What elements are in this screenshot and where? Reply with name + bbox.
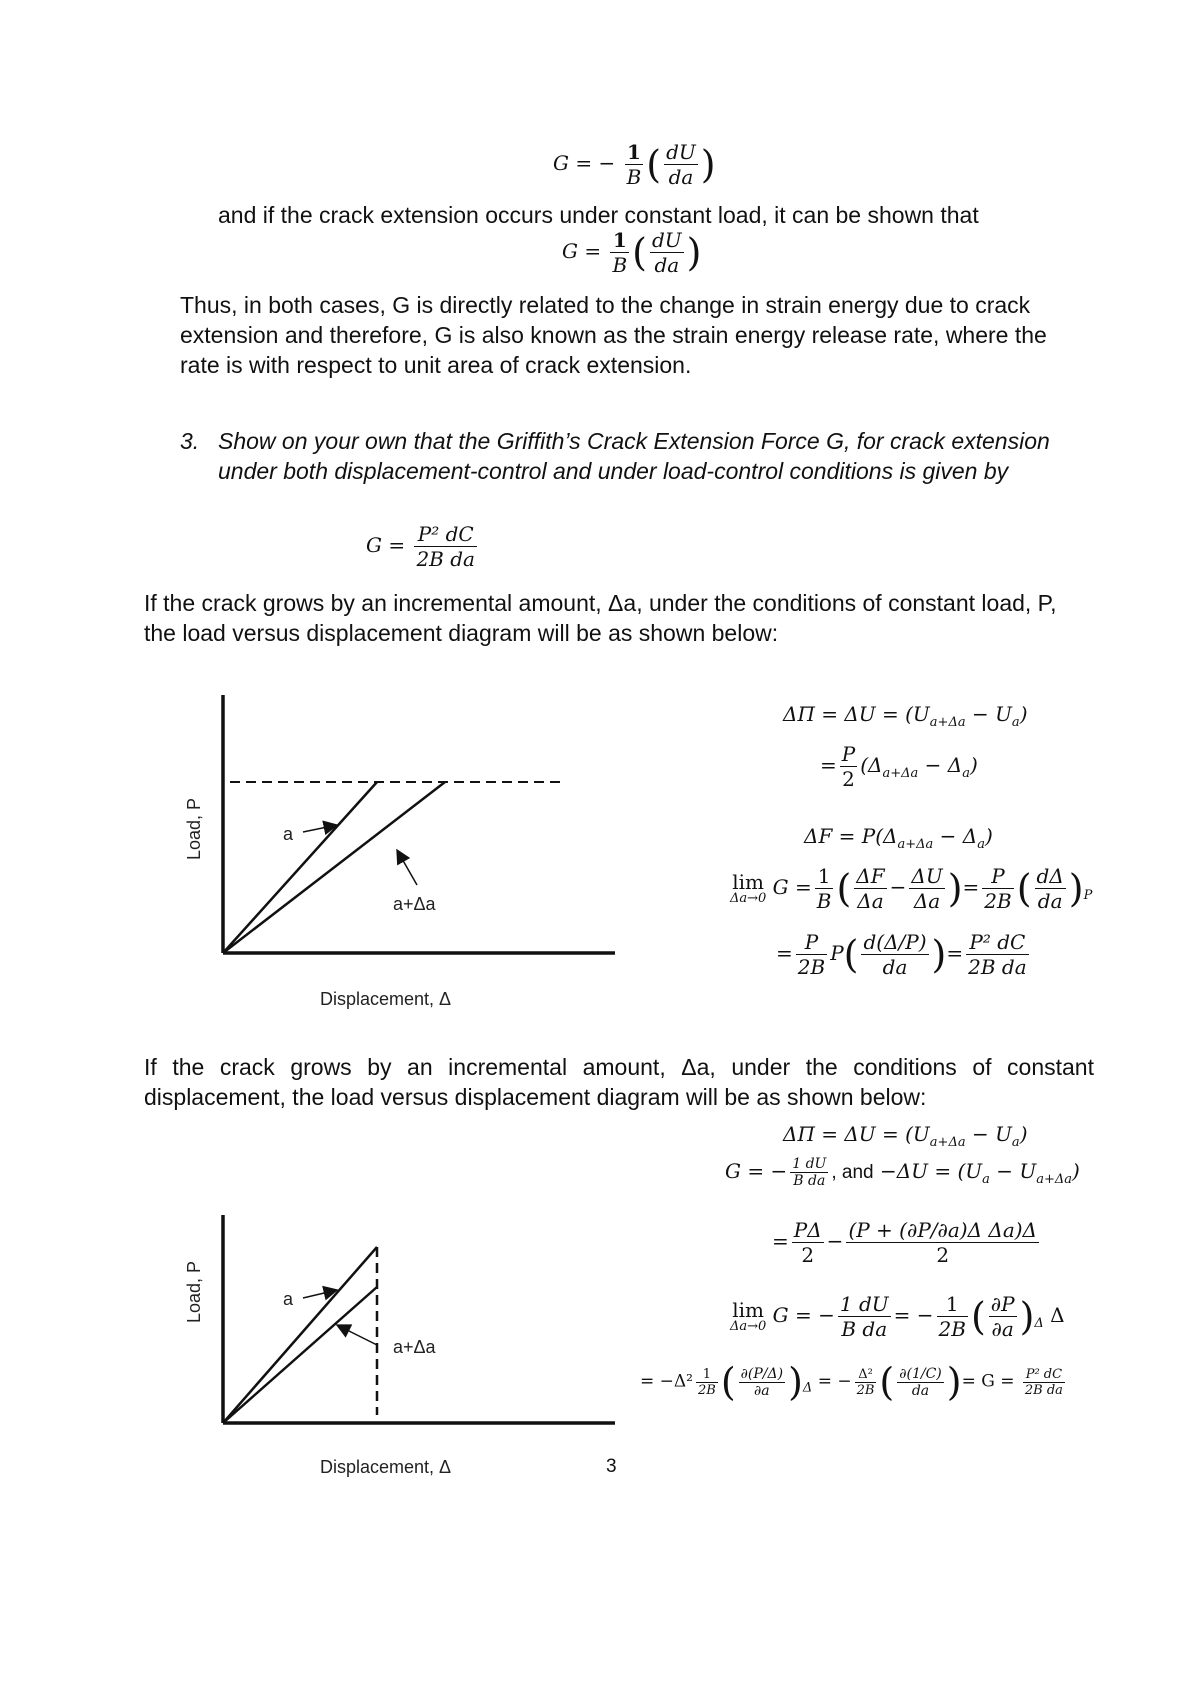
equation-g-compliance: G = $\frac{\text{P² dC}}{\text{2B da}}$: [366, 522, 475, 571]
label-a: a: [283, 1289, 294, 1309]
eq2-line2: G = − $\frac{1 dU}{\text{B da}}$ , and $-\Delta U = (U_a - U_{a+\Delta a})$: [725, 1156, 1080, 1189]
y-axis-label: Load, P: [184, 1260, 204, 1323]
equation-g-load: G = $\frac{1}{B}$ ( $\frac{dU}{da}$ ): [562, 228, 702, 277]
paragraph-strain-energy: Thus, in both cases, G is directly related to the change in strain energy due to crack extension and therefore, G is also known as the strain energy release rate, where the rate is with respect to unit area of crack extension.: [180, 292, 1047, 378]
equation-g-displacement: G = − $\frac{1}{B}$ ( $\frac{dU}{da}$ ): [553, 140, 716, 189]
eq2-line1: $\Delta\Pi = \Delta U = (U_{a+\Delta a} - U_a)$: [783, 1122, 1028, 1150]
eq2-line4: lim Δa→0 G = − $\frac{1 dU}{\text{B da}}$ = − $\frac{1}{2B}$ ( $\frac{\partial P}{\partial a}$ )$_\Delta$ Δ: [730, 1292, 1065, 1341]
load-displacement-diagram-constant-displacement: [165, 1205, 625, 1483]
eq1-line2: = $\frac{P}{2}$ $(\Delta_{a+\Delta a} - \Delta_a)$: [820, 742, 978, 791]
line-a-plus-da: [223, 1287, 377, 1423]
x-axis-label: Displacement, Δ: [320, 989, 452, 1009]
line-a: [223, 782, 377, 953]
eq1-line5: = $\frac{P}{2B}$ P( $\frac{d(\Delta/P)}{da}$ )= $\frac{\text{P² dC}}{\text{2B da}}$: [776, 930, 1027, 979]
item-number-3: 3.: [180, 428, 200, 454]
arrow-a-plus-da: [397, 850, 417, 885]
x-axis-label: Displacement, Δ: [320, 1457, 452, 1477]
eq2-line5: = −Δ² $\frac{1}{2B}$ ( $\frac{\partial(P/\Delta)}{\partial a}$ )$_\Delta$ = − $\frac{\text{Δ²}}{2B}$ ( $\frac{\partial(1/C)}{da}$ )= G = $\frac{\text{P² dC}}{\text{2B da}}$: [640, 1360, 1063, 1404]
eq1-line4: lim Δa→0 G = $\frac{1}{B}$ ( $\frac{\Delta F}{\Delta a}$ − $\frac{\Delta U}{\Delta a}$ )= $\frac{P}{2B}$ ( $\frac{d\Delta}{da}$ )$_P$: [730, 864, 1093, 913]
label-a-plus-da: a+Δa: [393, 1337, 436, 1357]
paragraph-constant-load: and if the crack extension occurs under constant load, it can be shown that: [218, 202, 979, 228]
eq1-line3: $\Delta F = P(\Delta_{a+\Delta a} - \Delta_a)$: [804, 824, 993, 852]
line-a: [223, 1247, 377, 1423]
y-axis-label: Load, P: [184, 797, 204, 860]
item-3-text: Show on your own that the Griffith’s Crack Extension Force G, for crack extension under both displacement-control and under load-control conditions is given by: [218, 428, 1050, 484]
label-a-plus-da: a+Δa: [393, 894, 436, 914]
paragraph-constant-displacement-diagram: If the crack grows by an incremental amount, Δa, under the conditions of constant displacement, the load versus displacement diagram will be as shown below:: [144, 1054, 1094, 1110]
eq1-line1: $\Delta\Pi = \Delta U = (U_{a+\Delta a} - U_a)$: [783, 702, 1028, 730]
label-a: a: [283, 824, 294, 844]
line-a-plus-da: [223, 782, 445, 953]
eq2-line3: = $\frac{P\Delta}{2}$ − $\frac{\text{(P + (∂P/∂a)Δ Δa)Δ}}{2}$: [772, 1218, 1037, 1267]
paragraph-constant-load-diagram: If the crack grows by an incremental amount, Δa, under the conditions of constant load, P, the load versus displacement diagram will be as shown below:: [144, 590, 1057, 646]
page-number: 3: [606, 1456, 617, 1477]
arrow-a-plus-da: [337, 1325, 377, 1345]
load-displacement-diagram-constant-load: [165, 685, 625, 1015]
